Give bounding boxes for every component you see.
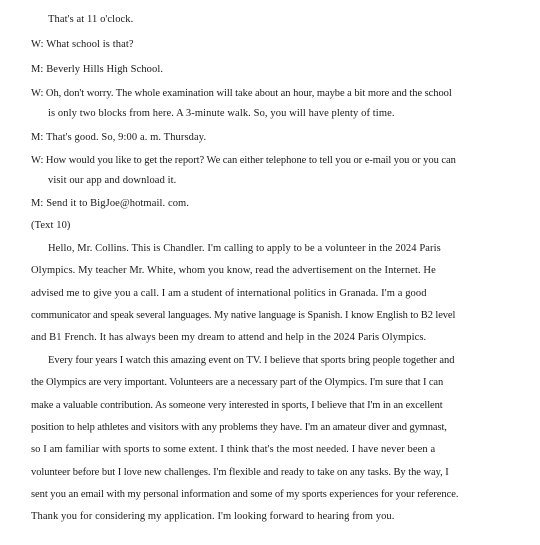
dialogue-text: Beverly Hills High School.: [46, 64, 164, 75]
dialogue-text: What school is that?: [46, 39, 134, 50]
paragraph-line: position to help athletes and visitors with any problems they have. I'm an amateur diver and gymnast,: [31, 422, 447, 433]
dialogue-line: [31, 38, 134, 52]
dialogue-line: [31, 197, 189, 211]
speaker-label: M:: [31, 132, 44, 143]
speaker-label: M:: [31, 198, 44, 209]
dialogue-continuation: is only two blocks from here. A 3-minute walk. So, you will have plenty of time.: [48, 108, 395, 119]
text10-label: (Text 10): [31, 220, 71, 231]
paragraph-line: Thank you for considering my application. I'm looking forward to hearing from you.: [31, 511, 395, 522]
paragraph-line: advised me to give you a call. I am a student of international politics in Granada. I'm a good: [31, 288, 427, 299]
dialogue-text: Send it to BigJoe@hotmail. com.: [46, 198, 190, 209]
paragraph-line: Every four years I watch this amazing event on TV. I believe that sports bring people together and: [48, 355, 455, 366]
speaker-label: W:: [31, 88, 44, 99]
paragraph-line: communicator and speak several languages. My native language is Spanish. I know English to B2 level: [31, 310, 456, 321]
paragraph-line: Olympics. My teacher Mr. White, whom you know, read the advertisement on the Internet. He: [31, 265, 436, 276]
paragraph-line: volunteer before but I love new challenges. I'm flexible and ready to take on any tasks. By the way, I: [31, 467, 449, 478]
dialogue-text: How would you like to get the report? We can either telephone to tell you or e-mail you or you can: [45, 155, 456, 166]
speaker-label: W:: [31, 39, 44, 50]
paragraph-line: Hello, Mr. Collins. This is Chandler. I'm calling to apply to be a volunteer in the 2024 Paris: [48, 243, 441, 254]
paragraph-line: so I am familiar with sports to some extent. I think that's the most needed. I have never been a: [31, 444, 436, 455]
speaker-label: W:: [31, 155, 44, 166]
speaker-label: M:: [31, 64, 44, 75]
dialogue-continuation: visit our app and download it.: [48, 175, 177, 186]
dialogue-text: Oh, don't worry. The whole examination will take about an hour, maybe a bit more and the school: [45, 88, 452, 99]
dialogue-line: [31, 154, 456, 168]
paragraph-line: make a valuable contribution. As someone very interested in sports, I believe that I'm in an excellent: [31, 400, 443, 411]
intro-line: That's at 11 o'clock.: [48, 14, 134, 25]
paragraph-line: and B1 French. It has always been my dream to attend and help in the 2024 Paris Olympics.: [31, 332, 427, 343]
paragraph-line: the Olympics are very important. Volunteers are a necessary part of the Olympics. I'm sure that I can: [31, 377, 444, 388]
paragraph-line: sent you an email with my personal information and some of my sports experiences for your reference.: [31, 489, 459, 500]
dialogue-line: [31, 87, 452, 101]
dialogue-line: [31, 63, 163, 77]
dialogue-line: [31, 131, 206, 145]
dialogue-text: That's good. So, 9:00 a. m. Thursday.: [46, 132, 207, 143]
